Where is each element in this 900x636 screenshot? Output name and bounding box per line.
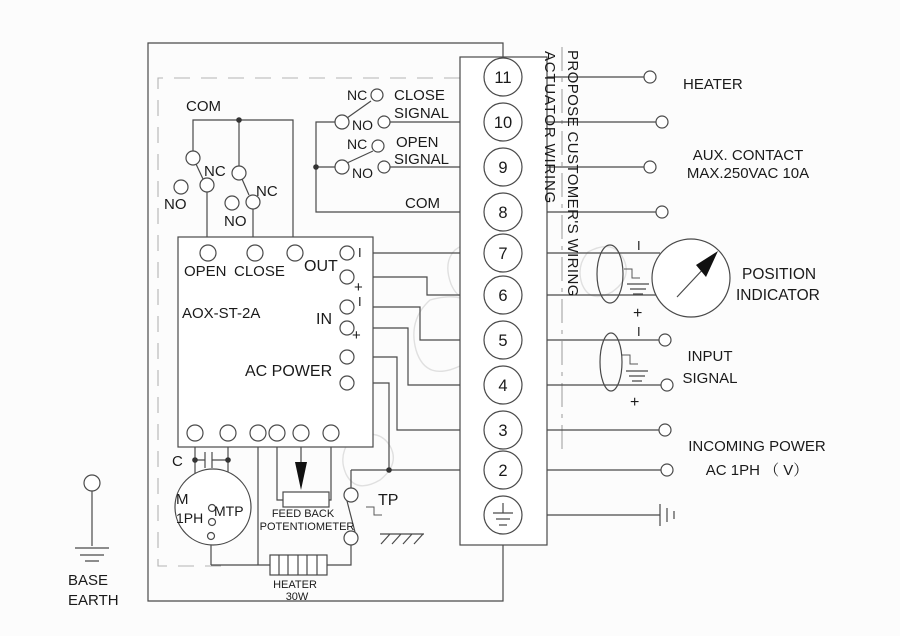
base-earth-label: EARTH	[68, 592, 119, 609]
no-label: NO	[352, 165, 373, 181]
base-earth-label: BASE	[68, 572, 109, 589]
customer-terminal-input-plus	[661, 379, 673, 391]
signal-open-common-contact	[335, 160, 349, 174]
minus-mark: I	[637, 324, 641, 339]
customer-terminal-aux2	[644, 161, 656, 173]
signal-close-nc-contact	[371, 89, 383, 101]
signal-open-no-contact	[378, 161, 390, 173]
plus-mark: +	[354, 279, 363, 296]
junction-dot	[225, 457, 231, 463]
controller-open-terminal	[200, 245, 216, 261]
mtp-contact	[209, 519, 216, 526]
out-label: OUT	[304, 258, 338, 275]
shield-ellipse-input	[600, 333, 622, 391]
terminal-number: 6	[498, 287, 508, 305]
nc-label: NC	[347, 136, 368, 152]
incoming-power-label: INCOMING POWER	[688, 438, 826, 455]
controller-bottom-terminal	[220, 425, 236, 441]
feedback-pot-label: POTENTIOMETER	[259, 521, 355, 533]
input-signal-label: SIGNAL	[682, 370, 738, 387]
junction-dot	[236, 117, 242, 123]
limit-open-no-contact	[174, 180, 188, 194]
controller-out-minus	[340, 246, 354, 260]
customer-terminal-power-1	[659, 424, 671, 436]
contact-circles	[84, 71, 673, 545]
controller-com-terminal	[287, 245, 303, 261]
customer-terminal-heater	[644, 71, 656, 83]
actuator-wiring-zone-label: ACTUATOR WIRING	[541, 51, 558, 205]
nc-label: NC	[204, 163, 226, 180]
controller-bottom-terminal	[323, 425, 339, 441]
customer-wiring-zone-label: PROPOSE CUSTOMER'S WIRING	[564, 50, 581, 297]
com-label: COM	[405, 195, 440, 212]
terminal-number: 9	[498, 159, 508, 177]
close-terminal-label: CLOSE	[234, 263, 285, 280]
controller-in-minus	[340, 300, 354, 314]
controller-close-terminal	[247, 245, 263, 261]
signal-close-no-contact	[378, 116, 390, 128]
terminal-number: 4	[498, 377, 508, 395]
no-label: NO	[352, 117, 373, 133]
base-earth-contact	[84, 475, 100, 491]
limit-close-no-contact	[225, 196, 239, 210]
motor-phase-label: 1PH	[176, 510, 204, 526]
limit-open-nc-contact	[200, 178, 214, 192]
customer-terminal-com	[656, 206, 668, 218]
controller-out-plus	[340, 270, 354, 284]
com-label: COM	[186, 98, 221, 115]
heater-connection-label: HEATER	[683, 76, 743, 93]
junction-dot	[313, 164, 319, 170]
junction-dot	[192, 457, 198, 463]
terminal-number: 10	[493, 114, 513, 132]
motor-bottom-contact	[208, 533, 215, 540]
terminal-number: 8	[498, 204, 508, 222]
position-indicator-label: POSITION	[742, 266, 817, 283]
customer-terminal-power-2	[661, 464, 673, 476]
mtp-label: MTP	[214, 503, 244, 519]
aux-contact-rating-label: MAX.250VAC 10A	[686, 165, 810, 182]
terminal-number: 7	[498, 245, 508, 263]
controller-bottom-terminal	[269, 425, 285, 441]
minus-mark: I	[358, 245, 362, 260]
terminal-number: 2	[498, 462, 508, 480]
potentiometer-body	[283, 492, 329, 507]
tp-top-contact	[344, 488, 358, 502]
heater-internal-label: HEATER	[273, 579, 317, 591]
terminal-number: 11	[494, 69, 512, 87]
aux-contact-label: AUX. CONTACT	[692, 147, 804, 164]
position-indicator-label: INDICATOR	[736, 287, 820, 304]
customer-terminal-aux1	[656, 116, 668, 128]
controller-bottom-terminal	[293, 425, 309, 441]
signal-open-nc-contact	[372, 140, 384, 152]
incoming-power-voltage-label: AC 1PH （ V）	[705, 462, 809, 479]
close-signal-label: CLOSE	[394, 87, 445, 104]
shield-ellipse-indicator	[597, 245, 623, 303]
close-signal-label: SIGNAL	[394, 105, 450, 122]
motor-label: M	[176, 491, 189, 508]
ac-power-label: AC POWER	[245, 363, 333, 380]
tp-bottom-contact	[344, 531, 358, 545]
controller-bottom-terminal	[187, 425, 203, 441]
minus-mark: I	[358, 294, 362, 309]
in-label: IN	[316, 311, 332, 328]
capacitor-label: C	[172, 453, 183, 470]
plus-mark: +	[633, 305, 643, 322]
nc-label: NC	[256, 183, 278, 200]
limit-open-common-contact	[186, 151, 200, 165]
position-indicator-dial	[652, 239, 730, 317]
plus-mark: +	[630, 394, 640, 411]
potentiometer-wiper-arrow	[295, 462, 307, 490]
controller-acpower-1	[340, 350, 354, 364]
controller-model-label: AOX-ST-2A	[182, 305, 261, 322]
controller-acpower-2	[340, 376, 354, 390]
junction-dot	[386, 467, 392, 473]
signal-close-common-contact	[335, 115, 349, 129]
input-signal-label: INPUT	[687, 348, 733, 365]
terminal-number: 5	[498, 332, 508, 350]
strip-terminal-ground	[484, 496, 522, 534]
controller-bottom-terminal	[250, 425, 266, 441]
minus-mark: I	[637, 238, 641, 253]
open-terminal-label: OPEN	[184, 263, 227, 280]
plus-mark: +	[352, 327, 361, 344]
limit-close-common-contact	[232, 166, 246, 180]
terminal-number: 3	[498, 422, 508, 440]
feedback-pot-label: FEED BACK	[271, 508, 335, 520]
no-label: NO	[224, 213, 247, 230]
nc-label: NC	[347, 87, 368, 103]
no-label: NO	[164, 196, 187, 213]
terminal-strip	[484, 58, 522, 534]
customer-terminal-input-minus	[659, 334, 671, 346]
open-signal-label: SIGNAL	[394, 151, 450, 168]
open-signal-label: OPEN	[396, 134, 439, 151]
tp-label: TP	[378, 492, 399, 509]
heater-watt-label: 30W	[285, 591, 309, 603]
